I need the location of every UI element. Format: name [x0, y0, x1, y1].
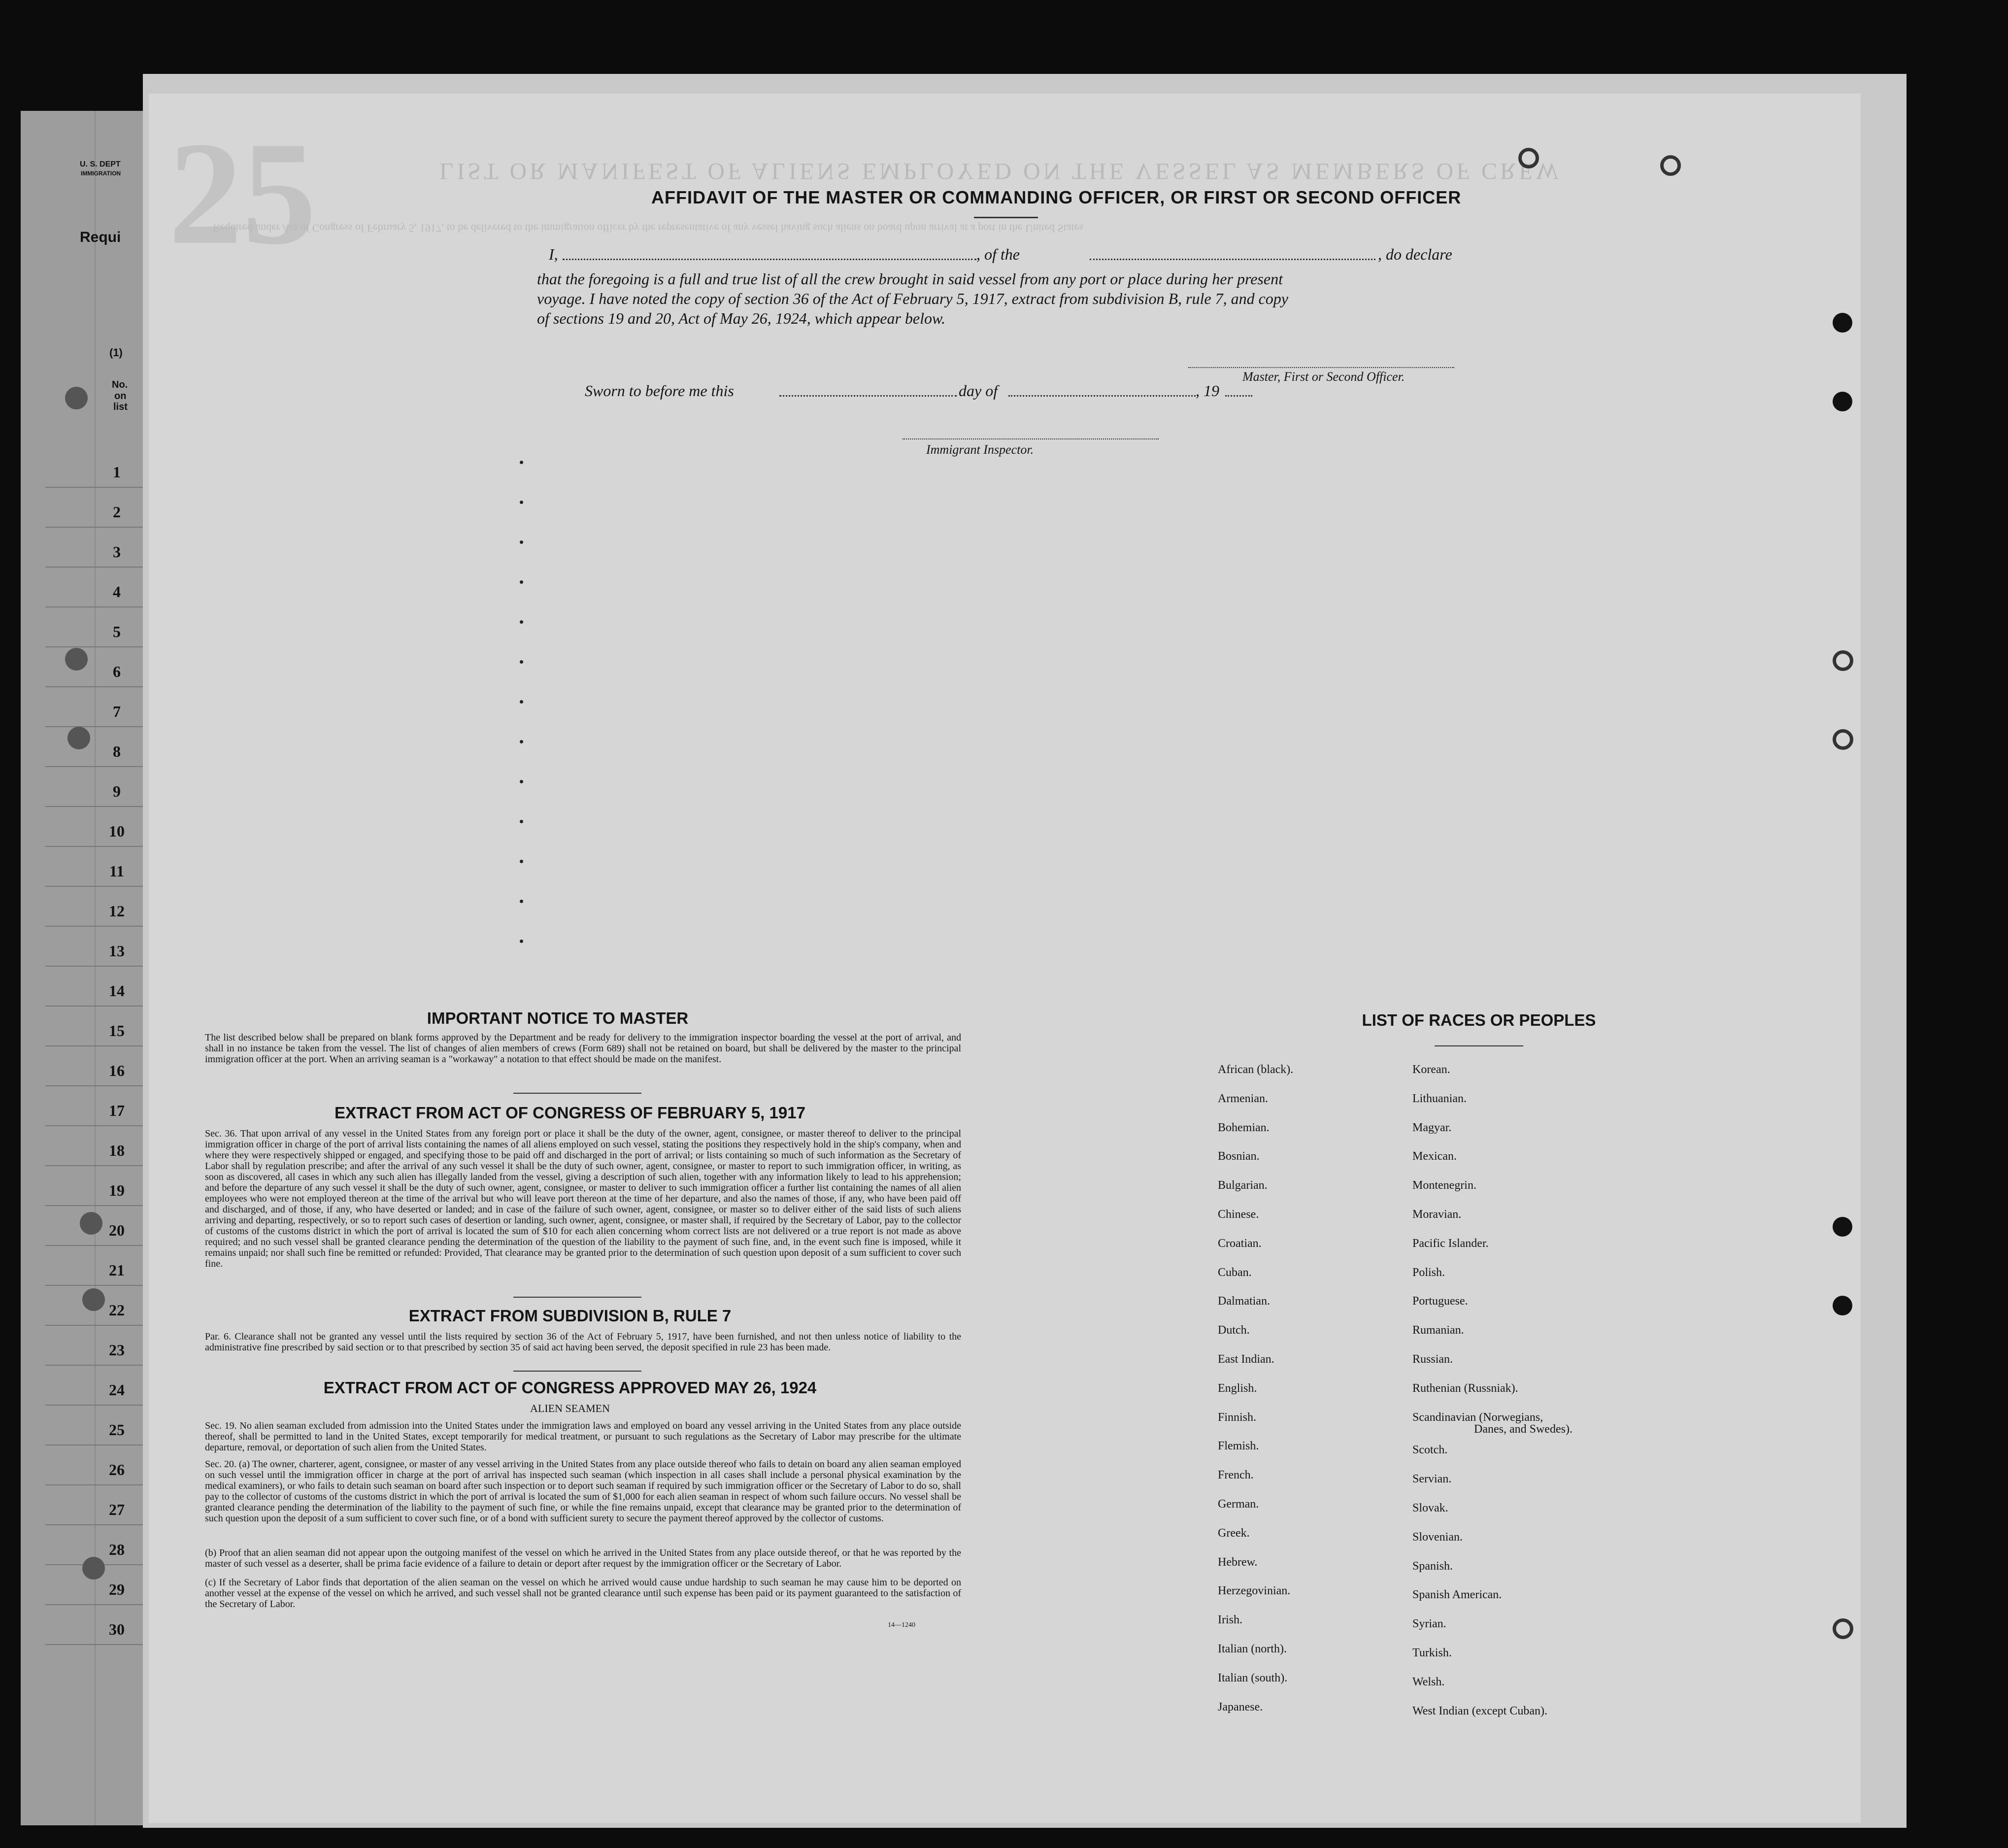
inspector-line: [903, 438, 1159, 439]
row-number: 27: [109, 1501, 125, 1518]
race-item: Finnish.: [1218, 1411, 1257, 1424]
punch-hole: [1518, 148, 1539, 168]
extract-1917-text: Sec. 36. That upon arrival of any vessel in the United States from any foreign port or place it shall be the duty of the owner, agent, consignee, or master thereof to deliver to the principal immigration officer in charge of the port of arrival lists containing the names of all aliens employed on such vessel, stating the positions they respectively hold in the ship's company, when and where they were respectively shipped or engaged, and specifying those to be paid off and discharged in the port of arrival; or lists containing so much of such information as the Secretary of Labor shall by regulation prescribe; and after the arrival of any such vessel it shall be the duty of such owner, agent, consignee, or master to report to such immigration officer, in writing, as soon as discovered, all cases in which any such alien has illegally landed from the vessel, giving a description of such alien, together with any information likely to lead to his apprehension; and before the departure of any such vessel it shall be the duty of such owner, agent, consignee, or master to deliver to such immigration officer a further list containing the names of all alien employees who were not employed thereon at the time of the arrival but who will leave port thereon at the time of her departure, and also the names of those, if any, who have been paid off and discharged, and of those, if any, who have deserted or landed; and in case of the failure of such owner, agent, consignee, or master so to deliver either of the said lists of such aliens arriving and departing, respectively, or so to report such cases of desertion or landing, such owner, agent, consignee, or master shall, if required by the Secretary of Labor, pay to the collector of customs of the customs district in which the port of arrival is located the sum of $10 for each alien concerning whom correct lists are not delivered or a true report is not made as above required; and no such vessel shall be granted clearance pending the determination of the question of the liability to the payment of such fine, and, in the event such fine is imposed, while it remains unpaid; nor shall such fine be remitted or refunded: Provided, That clearance may be granted prior to the determination of such question upon deposit of a sum sufficient to cover such fine.: [205, 1128, 961, 1269]
bleed-through-subheader: Required under Act of Congress of February 5, 1917, to be delivered to the immigration officer by the representative of any vessel having such aliens on board upon arrival at a port in the United States: [213, 222, 1084, 235]
row-number: 7: [113, 703, 121, 720]
year-line: [1225, 395, 1252, 397]
row-number: 24: [109, 1381, 125, 1399]
row-marker: [520, 820, 523, 823]
alien-seamen-subtitle: ALIEN SEAMEN: [530, 1402, 610, 1414]
race-item: Bosnian.: [1218, 1150, 1260, 1163]
race-item: Italian (south).: [1218, 1671, 1288, 1684]
col1-label: (1): [109, 346, 123, 359]
sworn-label: Sworn to before me this: [585, 382, 734, 400]
dept-label: U. S. DEPT: [80, 160, 121, 168]
immigration-label: IMMIGRATION: [81, 170, 121, 177]
race-item: Slovak.: [1412, 1502, 1448, 1514]
ledger-strip: [21, 111, 148, 1825]
sec20c-text: (c) If the Secretary of Labor finds that deportation of the alien seaman on the vessel on which he arrived would cause undue hardship to such seaman he may cause him to be deported on another vessel at the expense of the vessel on which he arrived, and such vessel shall not be granted clearance until such expense has been paid or its payment guaranteed to the satisfaction of the Secretary of Labor.: [205, 1577, 961, 1610]
affidavit-text-line: that the foregoing is a full and true list of all the crew brought in said vessel from any port or place during her present: [537, 270, 1283, 288]
race-item: Bulgarian.: [1218, 1179, 1268, 1192]
row-marker: [520, 740, 523, 743]
punch-hole: [65, 648, 88, 671]
race-item: African (black).: [1218, 1063, 1294, 1076]
punch-hole: [65, 387, 88, 409]
divider: [513, 1371, 641, 1372]
row-number: 30: [109, 1620, 125, 1638]
race-item: English.: [1218, 1381, 1257, 1395]
race-item: Dalmatian.: [1218, 1295, 1270, 1308]
affidavit-do-declare: , do declare: [1378, 245, 1452, 263]
race-item: Cuban.: [1218, 1266, 1252, 1279]
row-number: 20: [109, 1221, 125, 1239]
row-marker: [520, 580, 523, 584]
race-item: East Indian.: [1218, 1353, 1274, 1366]
punch-hole: [1833, 729, 1853, 750]
race-item: Magyar.: [1412, 1121, 1452, 1134]
race-item: Mexican.: [1412, 1150, 1457, 1163]
race-item-continuation: Danes, and Swedes).: [1474, 1423, 1573, 1436]
race-item: Scandinavian (Norwegians,: [1412, 1411, 1543, 1424]
list-label: list: [113, 402, 128, 412]
row-number: 17: [109, 1102, 125, 1119]
race-item: Hebrew.: [1218, 1555, 1258, 1569]
punch-hole: [80, 1212, 102, 1235]
no-label: No.: [112, 379, 128, 390]
race-item: Italian (north).: [1218, 1643, 1287, 1655]
row-marker: [520, 660, 523, 664]
row-marker: [520, 900, 523, 903]
year-label: , 19: [1196, 382, 1219, 400]
row-number: 2: [113, 503, 121, 521]
row-number: 29: [109, 1580, 125, 1598]
row-marker: [520, 700, 523, 704]
row-number: 15: [109, 1022, 125, 1040]
row-number: 12: [109, 902, 125, 920]
race-item: Spanish American.: [1412, 1588, 1502, 1602]
row-number: 14: [109, 982, 125, 1000]
divider: [974, 217, 1038, 218]
inspector-label: Immigrant Inspector.: [926, 442, 1034, 457]
race-item: Slovenian.: [1412, 1530, 1463, 1544]
race-item: Greek.: [1218, 1526, 1250, 1540]
affidavit-text-line: voyage. I have noted the copy of section 36 of the Act of February 5, 1917, extract from subdivision B, rule 7, and copy: [537, 290, 1288, 307]
punch-hole: [1833, 313, 1852, 333]
race-item: Armenian.: [1218, 1092, 1268, 1105]
row-number: 13: [109, 942, 125, 960]
race-item: Japanese.: [1218, 1700, 1263, 1714]
punch-hole: [82, 1557, 105, 1579]
divider: [513, 1297, 641, 1298]
row-number: 11: [109, 862, 125, 880]
race-item: Croatian.: [1218, 1237, 1262, 1250]
race-item: Portuguese.: [1412, 1295, 1468, 1308]
punch-hole: [1833, 1296, 1852, 1315]
day-of-label: day of: [959, 382, 998, 400]
name-line: [563, 259, 976, 260]
race-item: Chinese.: [1218, 1208, 1259, 1221]
affidavit-i: I,: [549, 245, 558, 263]
row-marker: [520, 540, 523, 544]
row-number: 9: [113, 782, 121, 800]
punch-hole: [1833, 1217, 1852, 1237]
affidavit-title: AFFIDAVIT OF THE MASTER OR COMMANDING OFFICER, OR FIRST OR SECOND OFFICER: [651, 187, 1462, 207]
race-item: Pacific Islander.: [1412, 1237, 1489, 1250]
row-number: 3: [113, 543, 121, 561]
vessel-line: [1090, 259, 1375, 260]
race-item: Montenegrin.: [1412, 1179, 1476, 1192]
row-number: 4: [113, 583, 121, 601]
row-number: 21: [109, 1261, 125, 1279]
sec20b-text: (b) Proof that an alien seaman did not appear upon the outgoing manifest of the vessel on which he arrived in the United States from any place outside thereof, or that he was reported by the master of such vessel as a deserter, shall be prima facie evidence of a failure to detain or deport after request by the immigration officer or the Secretary of Labor.: [205, 1547, 961, 1569]
race-item: Welsh.: [1412, 1675, 1445, 1688]
month-line: [1008, 395, 1196, 397]
row-marker: [520, 501, 523, 504]
row-marker: [520, 860, 523, 863]
stamp-mark: 25: [168, 111, 316, 275]
race-item: Bohemian.: [1218, 1121, 1270, 1134]
race-item: Flemish.: [1218, 1440, 1259, 1453]
race-item: West Indian (except Cuban).: [1412, 1704, 1547, 1717]
rule7-text: Par. 6. Clearance shall not be granted any vessel until the lists required by section 36 of the Act of February 5, 1917, have been furnished, and not then unless notice of liability to the administrative fine prescribed by said section or to that prescribed by section 35 of said act having been served, the deposit specified in rule 23 has been made.: [205, 1331, 961, 1353]
signature-line: [1188, 367, 1454, 368]
bleed-through-header: LIST OR MANIFEST OF ALIENS EMPLOYED ON THE VESSEL AS MEMBERS OF CREW: [439, 158, 1562, 184]
row-marker: [520, 780, 523, 783]
on-label: on: [114, 391, 127, 402]
row-number: 19: [109, 1181, 125, 1199]
row-marker: [520, 940, 523, 943]
row-number: 26: [109, 1461, 125, 1478]
race-item: Scotch.: [1412, 1444, 1448, 1457]
row-number: 22: [109, 1301, 125, 1319]
race-item: German.: [1218, 1498, 1259, 1511]
row-number: 28: [109, 1541, 125, 1558]
race-item: Irish.: [1218, 1613, 1242, 1627]
race-item: Lithuanian.: [1412, 1092, 1467, 1105]
row-number: 23: [109, 1341, 125, 1359]
row-number: 18: [109, 1142, 125, 1159]
row-marker: [520, 620, 523, 624]
affidavit-of-the: , of the: [976, 245, 1020, 263]
row-number: 5: [113, 623, 121, 640]
race-item: Syrian.: [1412, 1617, 1446, 1631]
divider: [513, 1093, 641, 1094]
race-item: Moravian.: [1412, 1208, 1462, 1221]
race-item: Turkish.: [1412, 1646, 1452, 1659]
extract-1917-title: EXTRACT FROM ACT OF CONGRESS OF FEBRUARY 5, 1917: [335, 1104, 805, 1122]
row-number: 16: [109, 1062, 125, 1079]
day-line: [779, 395, 957, 397]
row-number: 1: [113, 463, 121, 481]
affidavit-text-line: of sections 19 and 20, Act of May 26, 1924, which appear below.: [537, 309, 945, 327]
row-number: 6: [113, 663, 121, 680]
races-title: LIST OF RACES OR PEOPLES: [1362, 1011, 1596, 1029]
race-item: Russian.: [1412, 1353, 1453, 1366]
row-marker: [520, 461, 523, 464]
race-item: Rumanian.: [1412, 1324, 1464, 1337]
punch-hole: [82, 1288, 105, 1311]
punch-hole: [1660, 155, 1681, 176]
requi-label: Requi: [80, 229, 121, 245]
notice-text: The list described below shall be prepared on blank forms approved by the Department and be ready for delivery to the immigration inspector boarding the vessel at the port of arrival, and shall in no instance be taken from the vessel. The list of changes of alien members of crews (Form 689) shall not be retained on board, but shall be delivered by the master to the principal immigration officer at the port. When an arriving seaman is a "workaway" a notation to that effect should be made on the manifest.: [205, 1032, 961, 1065]
sec19-text: Sec. 19. No alien seaman excluded from admission into the United States under the immigration laws and employed on board any vessel arriving in the United States from any place outside thereof, shall be permitted to land in the United States, except temporarily for medical treatment, or pursuant to such regulations as the Secretary of Labor may prescribe for the ultimate departure, removal, or deportation of such alien from the United States.: [205, 1420, 961, 1453]
race-item: Spanish.: [1412, 1559, 1453, 1573]
race-item: Ruthenian (Russniak).: [1412, 1381, 1518, 1395]
punch-hole: [67, 727, 90, 749]
row-number: 10: [109, 822, 125, 840]
row-number: 8: [113, 742, 121, 760]
document-page: [149, 94, 1861, 1823]
extract-1924-title: EXTRACT FROM ACT OF CONGRESS APPROVED MAY 26, 1924: [323, 1378, 817, 1397]
master-signature-label: Master, First or Second Officer.: [1242, 370, 1405, 384]
punch-hole: [1833, 650, 1853, 671]
row-number: 25: [109, 1421, 125, 1439]
divider: [1435, 1045, 1523, 1046]
notice-title: IMPORTANT NOTICE TO MASTER: [427, 1009, 689, 1027]
sec20a-text: Sec. 20. (a) The owner, charterer, agent, consignee, or master of any vessel arriving in the United States from any place outside thereof who fails to detain on board any alien seaman employed on such vessel until the immigration officer in charge at the port of arrival has inspected such seaman (which inspection in all cases shall include a personal physical examination by the medical examiners), or who fails to detain such seaman on board after such inspection or to deport such seaman if required by such immigration officer or the Secretary of Labor to do so, shall pay to the collector of customs of the customs district in which the port of arrival is located the sum of $1,000 for each alien seaman in respect of whom such failure occurs. No vessel shall be granted clearance pending the determination of the liability to the payment of such fine, or while the fine remains unpaid, except that clearance may be granted prior to the determination of such question upon the deposit of a sum sufficient to cover such fine, or of a bond with sufficient surety to secure the payment thereof approved by the collector of customs.: [205, 1459, 961, 1524]
punch-hole: [1833, 392, 1852, 411]
race-item: Servian.: [1412, 1473, 1452, 1486]
form-number: 14—1240: [888, 1621, 915, 1629]
rule7-title: EXTRACT FROM SUBDIVISION B, RULE 7: [408, 1307, 732, 1325]
race-item: Herzegovinian.: [1218, 1584, 1291, 1598]
race-item: Korean.: [1412, 1063, 1450, 1076]
race-item: Dutch.: [1218, 1324, 1250, 1337]
race-item: French.: [1218, 1469, 1254, 1482]
race-item: Polish.: [1412, 1266, 1445, 1279]
punch-hole: [1833, 1618, 1853, 1639]
